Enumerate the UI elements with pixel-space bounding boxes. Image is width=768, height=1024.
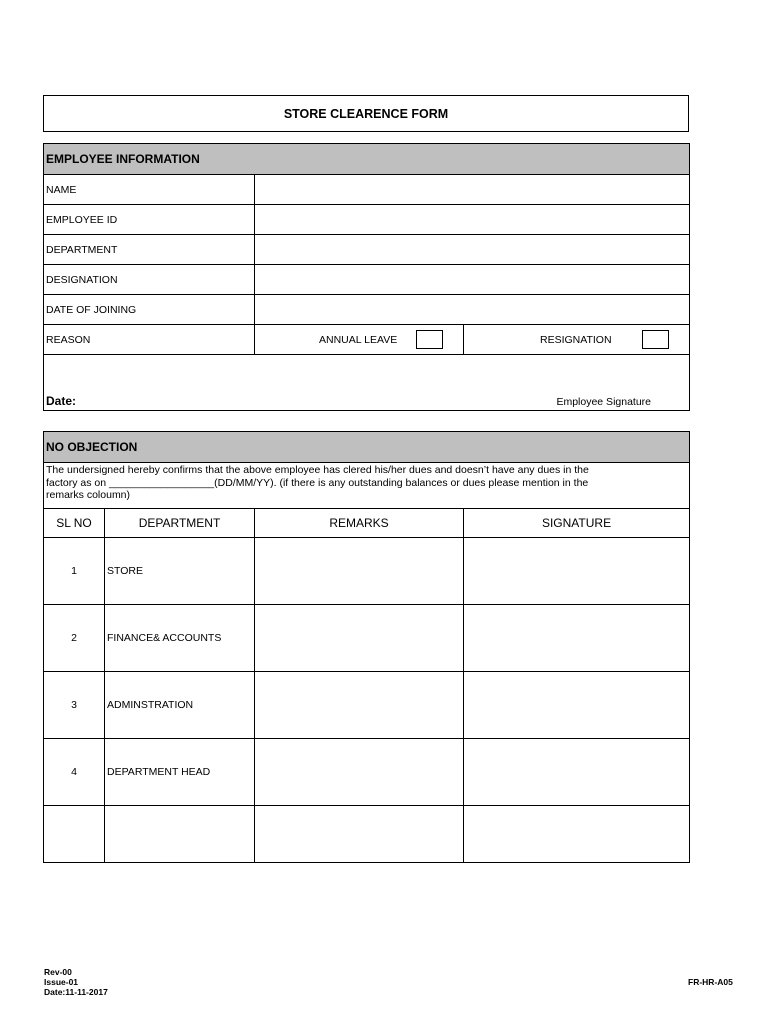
sl-no-cell[interactable]	[44, 806, 105, 863]
department-cell: FINANCE& ACCOUNTS	[105, 605, 255, 672]
column-header-sl-no: SL NO	[44, 509, 105, 538]
no-objection-header: NO OBJECTION	[44, 432, 690, 463]
field-value-employee-id[interactable]	[255, 205, 690, 235]
table-row	[44, 739, 690, 806]
field-label-name: NAME	[44, 175, 255, 205]
sl-no-cell: 2	[44, 605, 105, 672]
table-row	[44, 605, 690, 672]
field-value-department[interactable]	[255, 235, 690, 265]
table-row	[44, 672, 690, 739]
field-label-reason: REASON	[44, 325, 255, 355]
field-label-designation: DESIGNATION	[44, 265, 255, 295]
field-label-department: DEPARTMENT	[44, 235, 255, 265]
table-row	[44, 538, 690, 605]
department-cell[interactable]	[105, 806, 255, 863]
statement-line: remarks coloumn)	[46, 489, 131, 501]
sl-no-cell: 1	[44, 538, 105, 605]
reason-annual-leave-cell	[255, 325, 464, 355]
issue-date-text: Date:11-11-2017	[44, 987, 108, 997]
remarks-cell[interactable]	[255, 605, 464, 672]
department-cell: STORE	[105, 538, 255, 605]
column-header-department: DEPARTMENT	[105, 509, 255, 538]
no-objection-table	[43, 431, 690, 863]
department-cell: ADMINSTRATION	[105, 672, 255, 739]
table-row	[44, 806, 690, 863]
employee-signature-label: Employee Signature	[556, 396, 652, 408]
form-code: FR-HR-A05	[688, 977, 733, 987]
sl-no-cell: 3	[44, 672, 105, 739]
remarks-cell[interactable]	[255, 672, 464, 739]
employee-information-header: EMPLOYEE INFORMATION	[44, 144, 690, 175]
column-header-signature: SIGNATURE	[464, 509, 690, 538]
revision-text: Rev-00	[44, 967, 72, 977]
resignation-checkbox[interactable]	[642, 330, 669, 349]
field-value-date-of-joining[interactable]	[255, 295, 690, 325]
sl-no-cell: 4	[44, 739, 105, 806]
signature-cell[interactable]	[464, 538, 690, 605]
reason-resignation-cell	[464, 325, 690, 355]
field-label-date-of-joining: DATE OF JOINING	[44, 295, 255, 325]
remarks-cell[interactable]	[255, 806, 464, 863]
signature-cell[interactable]	[464, 806, 690, 863]
signature-row	[44, 355, 690, 411]
form-title: STORE CLEARENCE FORM	[43, 95, 689, 132]
annual-leave-label: ANNUAL LEAVE	[319, 333, 398, 346]
statement-line: The undersigned hereby confirms that the above employee has clered his/her dues and doesn’t have any dues in the	[46, 464, 589, 476]
field-value-designation[interactable]	[255, 265, 690, 295]
document-revision-info	[44, 967, 108, 997]
employee-information-table	[43, 143, 690, 411]
issue-text: Issue-01	[44, 977, 79, 987]
signature-cell[interactable]	[464, 605, 690, 672]
no-objection-statement	[44, 463, 690, 509]
resignation-label: RESIGNATION	[540, 333, 612, 346]
column-header-remarks: REMARKS	[255, 509, 464, 538]
remarks-cell[interactable]	[255, 538, 464, 605]
field-label-employee-id: EMPLOYEE ID	[44, 205, 255, 235]
remarks-cell[interactable]	[255, 739, 464, 806]
signature-cell[interactable]	[464, 672, 690, 739]
signature-cell[interactable]	[464, 739, 690, 806]
statement-line: factory as on __________________(DD/MM/YY). (if there is any outstanding balances or dues please mention in the	[46, 476, 589, 489]
department-cell: DEPARTMENT HEAD	[105, 739, 255, 806]
date-label: Date:	[46, 394, 77, 408]
annual-leave-checkbox[interactable]	[416, 330, 443, 349]
field-value-name[interactable]	[255, 175, 690, 205]
